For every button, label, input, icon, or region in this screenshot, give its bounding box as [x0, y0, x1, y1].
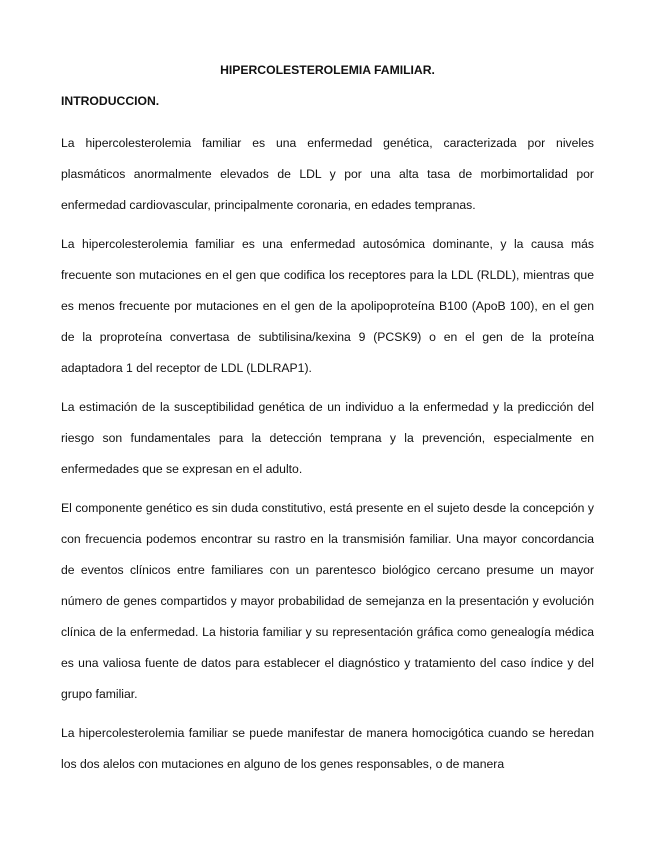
section-heading: INTRODUCCION.: [61, 94, 160, 108]
paragraph: La hipercolesterolemia familiar se puede manifestar de manera homocigótica cuando se heredan los dos alelos con mutaciones en alguno de los genes responsables, o de manera: [61, 726, 594, 771]
paragraph: La hipercolesterolemia familiar es una enfermedad autosómica dominante, y la causa más frecuente son mutaciones en el gen que codifica los receptores para la LDL (RLDL), mientras que es menos frecuente por mutaciones en el gen de la apolipoproteína B100 (ApoB 100), en el gen de la proproteína convertasa de subtilisina/kexina 9 (PCSK9) o en el gen de la proteína adaptadora 1 del receptor de LDL (LDLRAP1).: [61, 237, 594, 375]
paragraph: La estimación de la susceptibilidad genética de un individuo a la enfermedad y la predicción del riesgo son fundamentales para la detección temprana y la prevención, especialmente en enfermedades que se expresan en el adulto.: [61, 400, 594, 476]
body-text: [61, 128, 594, 788]
paragraph: La hipercolesterolemia familiar es una enfermedad genética, caracterizada por niveles plasmáticos anormalmente elevados de LDL y por una alta tasa de morbimortalidad por enfermedad cardiovascular, principalmente coronaria, en edades tempranas.: [61, 136, 594, 212]
paragraph: El componente genético es sin duda constitutivo, está presente en el sujeto desde la concepción y con frecuencia podemos encontrar su rastro en la transmisión familiar. Una mayor concordancia de eventos clínicos entre familiares con un parentesco biológico cercano presume un mayor número de genes compartidos y mayor probabilidad de semejanza en la presentación y evolución clínica de la enfermedad. La historia familiar y su representación gráfica como genealogía médica es una valiosa fuente de datos para establecer el diagnóstico y tratamiento del caso índice y del grupo familiar.: [61, 501, 594, 701]
document-title: HIPERCOLESTEROLEMIA FAMILIAR.: [220, 63, 435, 77]
